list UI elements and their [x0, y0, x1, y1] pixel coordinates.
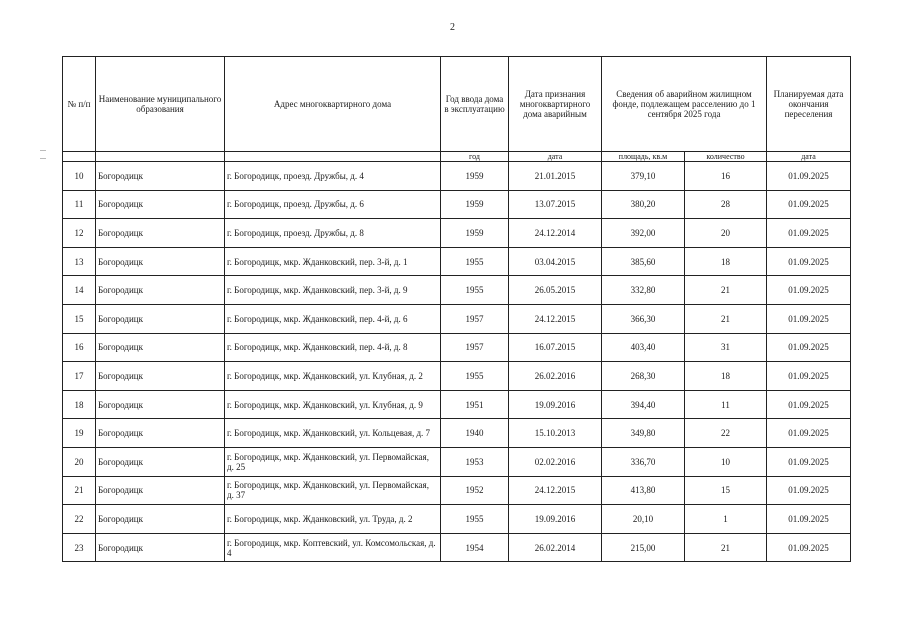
municipality-cell: Богородицк: [96, 219, 225, 248]
unit-quantity: количество: [685, 152, 767, 162]
row-number: 13: [63, 247, 96, 276]
municipality-cell: Богородицк: [96, 476, 225, 505]
end-date-cell: 01.09.2025: [767, 304, 851, 333]
unit-date: дата: [509, 152, 602, 162]
year-cell: 1957: [441, 333, 509, 362]
table-row: [63, 447, 851, 476]
header-address: Адрес многоквартирного дома: [225, 57, 441, 152]
address-cell: г. Богородицк, мкр. Жданковский, ул. Клубная, д. 9: [225, 390, 441, 419]
municipality-cell: Богородицк: [96, 333, 225, 362]
address-cell: г. Богородицк, проезд. Дружбы, д. 6: [225, 190, 441, 219]
year-cell: 1952: [441, 476, 509, 505]
header-num: № п/п: [63, 57, 96, 152]
address-cell: г. Богородицк, мкр. Жданковский, ул. Труда, д. 2: [225, 505, 441, 534]
emergency-date-cell: 13.07.2015: [509, 190, 602, 219]
table-row: [63, 333, 851, 362]
year-cell: 1954: [441, 533, 509, 562]
row-number: 12: [63, 219, 96, 248]
emergency-date-cell: 26.05.2015: [509, 276, 602, 305]
municipality-cell: Богородицк: [96, 447, 225, 476]
table-row: [63, 276, 851, 305]
municipality-cell: Богородицк: [96, 390, 225, 419]
quantity-cell: 16: [685, 162, 767, 191]
quantity-cell: 15: [685, 476, 767, 505]
row-number: 10: [63, 162, 96, 191]
table-row: [63, 533, 851, 562]
municipality-cell: Богородицк: [96, 505, 225, 534]
area-cell: 215,00: [602, 533, 685, 562]
table-row: [63, 162, 851, 191]
municipality-cell: Богородицк: [96, 162, 225, 191]
municipality-cell: Богородицк: [96, 533, 225, 562]
area-cell: 392,00: [602, 219, 685, 248]
area-cell: 403,40: [602, 333, 685, 362]
row-number: 18: [63, 390, 96, 419]
quantity-cell: 21: [685, 533, 767, 562]
end-date-cell: 01.09.2025: [767, 419, 851, 448]
year-cell: 1951: [441, 390, 509, 419]
municipality-cell: Богородицк: [96, 276, 225, 305]
year-cell: 1953: [441, 447, 509, 476]
table-header-row: [63, 57, 851, 152]
table-row: [63, 304, 851, 333]
unit-municipality-empty: [96, 152, 225, 162]
end-date-cell: 01.09.2025: [767, 362, 851, 391]
address-cell: г. Богородицк, мкр. Жданковский, пер. 4-й, д. 8: [225, 333, 441, 362]
area-cell: 380,20: [602, 190, 685, 219]
header-date-emergency: Дата признания многоквартирного дома аварийным: [509, 57, 602, 152]
table-unit-row: [63, 152, 851, 162]
end-date-cell: 01.09.2025: [767, 162, 851, 191]
area-cell: 336,70: [602, 447, 685, 476]
area-cell: 20,10: [602, 505, 685, 534]
year-cell: 1955: [441, 362, 509, 391]
municipality-cell: Богородицк: [96, 419, 225, 448]
table-row: [63, 390, 851, 419]
area-cell: 366,30: [602, 304, 685, 333]
row-number: 22: [63, 505, 96, 534]
year-cell: 1955: [441, 247, 509, 276]
page-number: 2: [450, 22, 455, 33]
row-number: 16: [63, 333, 96, 362]
scan-edge-mark: [40, 150, 46, 151]
header-year: Год ввода дома в эксплуатацию: [441, 57, 509, 152]
area-cell: 268,30: [602, 362, 685, 391]
area-cell: 413,80: [602, 476, 685, 505]
quantity-cell: 21: [685, 276, 767, 305]
address-cell: г. Богородицк, мкр. Коптевский, ул. Комсомольская, д. 4: [225, 533, 441, 562]
municipality-cell: Богородицк: [96, 362, 225, 391]
emergency-date-cell: 26.02.2016: [509, 362, 602, 391]
emergency-date-cell: 15.10.2013: [509, 419, 602, 448]
end-date-cell: 01.09.2025: [767, 219, 851, 248]
emergency-date-cell: 24.12.2015: [509, 304, 602, 333]
emergency-date-cell: 24.12.2015: [509, 476, 602, 505]
emergency-date-cell: 03.04.2015: [509, 247, 602, 276]
emergency-date-cell: 26.02.2014: [509, 533, 602, 562]
municipality-cell: Богородицк: [96, 304, 225, 333]
unit-area: площадь, кв.м: [602, 152, 685, 162]
emergency-date-cell: 21.01.2015: [509, 162, 602, 191]
row-number: 21: [63, 476, 96, 505]
address-cell: г. Богородицк, проезд. Дружбы, д. 4: [225, 162, 441, 191]
emergency-date-cell: 19.09.2016: [509, 505, 602, 534]
quantity-cell: 18: [685, 362, 767, 391]
scan-edge-mark: [40, 158, 46, 159]
area-cell: 394,40: [602, 390, 685, 419]
quantity-cell: 21: [685, 304, 767, 333]
address-cell: г. Богородицк, проезд. Дружбы, д. 8: [225, 219, 441, 248]
header-municipality: Наименование муниципального образования: [96, 57, 225, 152]
year-cell: 1959: [441, 162, 509, 191]
unit-address-empty: [225, 152, 441, 162]
header-end-date: Планируемая дата окончания переселения: [767, 57, 851, 152]
header-fund-info: Сведения об аварийном жилищном фонде, подлежащем расселению до 1 сентября 2025 года: [602, 57, 767, 152]
quantity-cell: 28: [685, 190, 767, 219]
row-number: 11: [63, 190, 96, 219]
end-date-cell: 01.09.2025: [767, 390, 851, 419]
end-date-cell: 01.09.2025: [767, 190, 851, 219]
row-number: 20: [63, 447, 96, 476]
area-cell: 332,80: [602, 276, 685, 305]
quantity-cell: 1: [685, 505, 767, 534]
end-date-cell: 01.09.2025: [767, 447, 851, 476]
area-cell: 379,10: [602, 162, 685, 191]
housing-registry-table: [62, 56, 851, 562]
unit-num-empty: [63, 152, 96, 162]
quantity-cell: 10: [685, 447, 767, 476]
quantity-cell: 22: [685, 419, 767, 448]
area-cell: 349,80: [602, 419, 685, 448]
emergency-date-cell: 19.09.2016: [509, 390, 602, 419]
address-cell: г. Богородицк, мкр. Жданковский, ул. Клубная, д. 2: [225, 362, 441, 391]
table-row: [63, 190, 851, 219]
end-date-cell: 01.09.2025: [767, 276, 851, 305]
municipality-cell: Богородицк: [96, 190, 225, 219]
address-cell: г. Богородицк, мкр. Жданковский, пер. 4-й, д. 6: [225, 304, 441, 333]
unit-end-date: дата: [767, 152, 851, 162]
table-row: [63, 362, 851, 391]
row-number: 17: [63, 362, 96, 391]
table-row: [63, 505, 851, 534]
address-cell: г. Богородицк, мкр. Жданковский, пер. 3-й, д. 1: [225, 247, 441, 276]
end-date-cell: 01.09.2025: [767, 247, 851, 276]
year-cell: 1957: [441, 304, 509, 333]
year-cell: 1940: [441, 419, 509, 448]
row-number: 19: [63, 419, 96, 448]
table-row: [63, 219, 851, 248]
table-row: [63, 247, 851, 276]
table-row: [63, 419, 851, 448]
area-cell: 385,60: [602, 247, 685, 276]
address-cell: г. Богородицк, мкр. Жданковский, ул. Первомайская, д. 25: [225, 447, 441, 476]
quantity-cell: 31: [685, 333, 767, 362]
year-cell: 1955: [441, 505, 509, 534]
address-cell: г. Богородицк, мкр. Жданковский, ул. Кольцевая, д. 7: [225, 419, 441, 448]
end-date-cell: 01.09.2025: [767, 533, 851, 562]
year-cell: 1959: [441, 190, 509, 219]
address-cell: г. Богородицк, мкр. Жданковский, ул. Первомайская, д. 37: [225, 476, 441, 505]
end-date-cell: 01.09.2025: [767, 476, 851, 505]
year-cell: 1955: [441, 276, 509, 305]
table-row: [63, 476, 851, 505]
end-date-cell: 01.09.2025: [767, 333, 851, 362]
unit-year: год: [441, 152, 509, 162]
quantity-cell: 20: [685, 219, 767, 248]
end-date-cell: 01.09.2025: [767, 505, 851, 534]
quantity-cell: 11: [685, 390, 767, 419]
address-cell: г. Богородицк, мкр. Жданковский, пер. 3-й, д. 9: [225, 276, 441, 305]
row-number: 23: [63, 533, 96, 562]
emergency-date-cell: 02.02.2016: [509, 447, 602, 476]
municipality-cell: Богородицк: [96, 247, 225, 276]
quantity-cell: 18: [685, 247, 767, 276]
row-number: 14: [63, 276, 96, 305]
emergency-date-cell: 16.07.2015: [509, 333, 602, 362]
year-cell: 1959: [441, 219, 509, 248]
row-number: 15: [63, 304, 96, 333]
emergency-date-cell: 24.12.2014: [509, 219, 602, 248]
